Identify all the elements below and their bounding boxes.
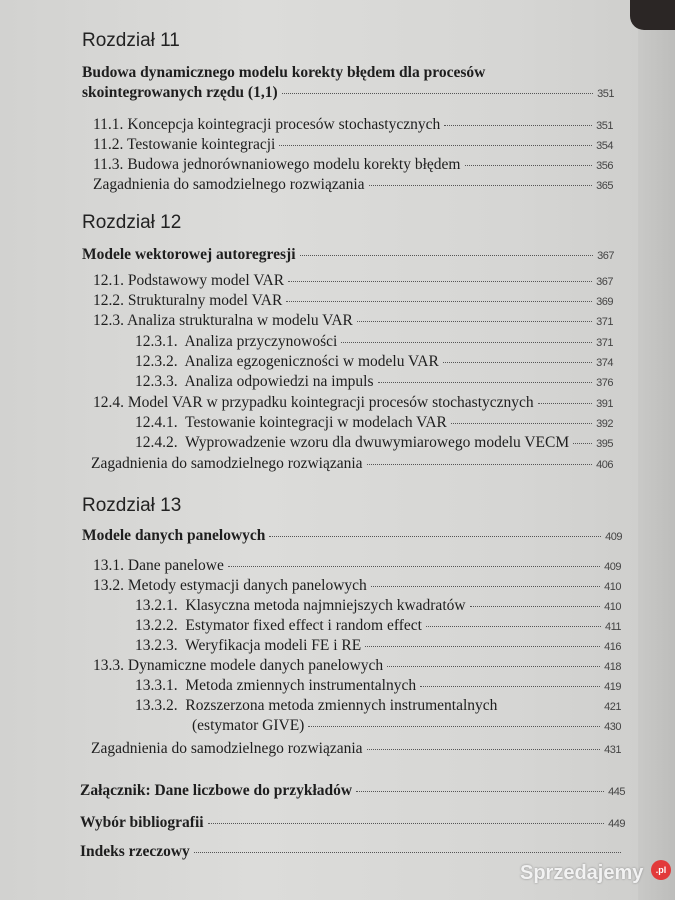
- chapter-title-row: skointegrowanych rzędu (1,1) 351: [82, 84, 614, 101]
- toc-entry: 12.3.2. Analiza egzogeniczności w modelu VAR 374: [135, 353, 613, 370]
- toc-entry: 13.2.1. Klasyczna metoda najmniejszych kwadratów 410: [135, 597, 621, 614]
- toc-appendix-entry: Załącznik: Dane liczbowe do przykładów 445: [80, 782, 625, 799]
- toc-entry: 13.2.2. Estymator fixed effect i random effect 411: [135, 617, 621, 634]
- toc-entry: 11.3. Budowa jednorównaniowego modelu korekty błędem 356: [93, 156, 613, 173]
- toc-entry: 12.3. Analiza strukturalna w modelu VAR 371: [93, 312, 613, 329]
- toc-entry: Zagadnienia do samodzielnego rozwiązania 365: [93, 176, 613, 193]
- toc-entry: 12.4. Model VAR w przypadku kointegracji procesów stochastycznych 391: [93, 394, 613, 411]
- toc-entry: 12.4.1. Testowanie kointegracji w modelach VAR 392: [135, 414, 613, 431]
- toc-entry: 13.3. Dynamiczne modele danych panelowych 418: [93, 657, 621, 674]
- toc-entry: 12.1. Podstawowy model VAR 367: [93, 272, 613, 289]
- toc-entry: 13.1. Dane panelowe 409: [93, 557, 621, 574]
- toc-entry: 13.2.3. Weryfikacja modeli FE i RE 416: [135, 637, 621, 654]
- toc-entry: 12.4.2. Wyprowadzenie wzoru dla dwuwymiarowego modelu VECM 395: [135, 434, 613, 451]
- toc-appendix-entry: Wybór bibliografii 449: [80, 814, 625, 831]
- watermark-badge: .pl: [651, 860, 671, 880]
- toc-entry: 13.2. Metody estymacji danych panelowych 410: [93, 577, 621, 594]
- toc-entry: Zagadnienia do samodzielnego rozwiązania 431: [91, 740, 621, 757]
- chapter-heading: Rozdział 13: [82, 495, 182, 516]
- toc-entry: Zagadnienia do samodzielnego rozwiązania 406: [91, 455, 613, 472]
- watermark-logo: Sprzedajemy: [520, 862, 644, 884]
- toc-appendix-entry: Indeks rzeczowy: [80, 843, 625, 861]
- chapter-title-row: Modele wektorowej autoregresji 367: [82, 246, 614, 263]
- toc-entry: 12.2. Strukturalny model VAR 369: [93, 292, 613, 309]
- toc-entry: 13.3.1. Metoda zmiennych instrumentalnych 419: [135, 677, 621, 694]
- toc-entry: 11.1. Koncepcja kointegracji procesów stochastycznych 351: [93, 116, 613, 133]
- chapter-title: Budowa dynamicznego modelu korekty błędem dla procesów: [82, 64, 486, 81]
- chapter-title-row: Modele danych panelowych 409: [82, 527, 622, 544]
- toc-entry: 12.3.1. Analiza przyczynowości 371: [135, 333, 613, 350]
- background-shadow: [630, 0, 675, 30]
- toc-entry: 13.3.2. Rozszerzona metoda zmiennych instrumentalnych 421: [135, 697, 621, 714]
- page-edge: [638, 28, 675, 900]
- toc-entry: 11.2. Testowanie kointegracji 354: [93, 136, 613, 153]
- toc-entry: 12.3.3. Analiza odpowiedzi na impuls 376: [135, 373, 613, 390]
- toc-entry: (estymator GIVE) 430: [192, 717, 621, 734]
- chapter-heading: Rozdział 12: [82, 212, 182, 233]
- chapter-heading: Rozdział 11: [82, 30, 180, 51]
- leader-dots: [282, 93, 594, 94]
